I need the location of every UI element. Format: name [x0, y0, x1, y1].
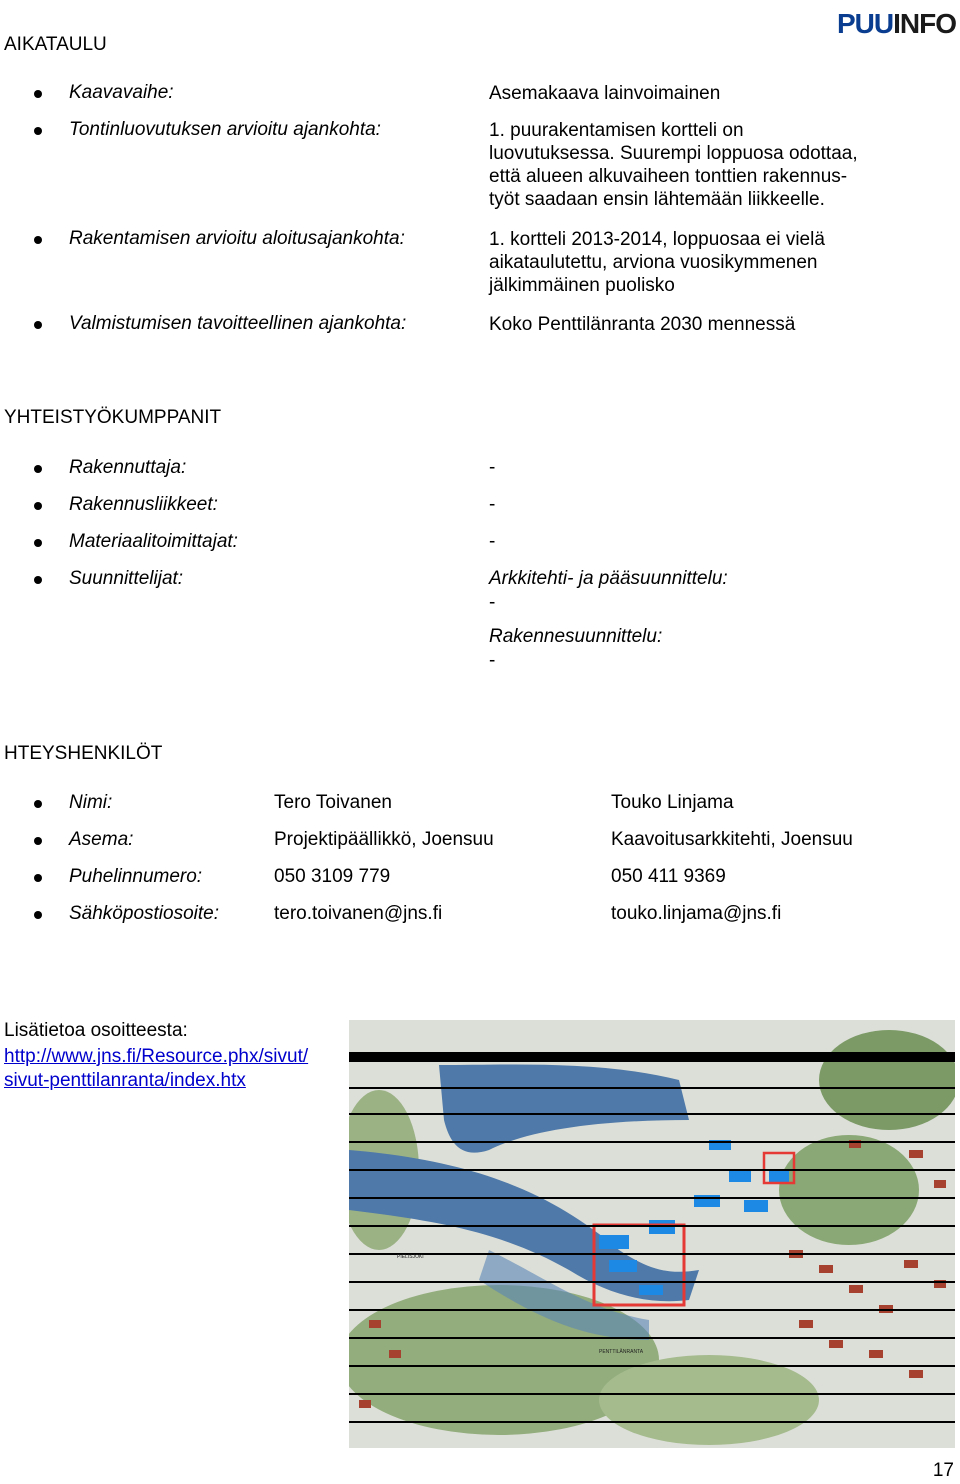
label-asema: Asema:	[69, 829, 134, 850]
bullet	[34, 837, 42, 845]
label-valmistuminen: Valmistumisen tavoitteellinen ajankohta:	[69, 313, 407, 334]
bullet	[34, 502, 42, 510]
label-suunnittelijat: Suunnittelijat:	[69, 568, 184, 589]
bullet	[34, 127, 42, 135]
logo-puu: PUU	[836, 8, 894, 39]
label-rakennusliikkeet: Rakennusliikkeet:	[69, 494, 218, 515]
contact-b-sahkoposti[interactable]: touko.linjama@jns.fi	[611, 903, 782, 924]
label-rakennuttaja: Rakennuttaja:	[69, 457, 187, 478]
label-aloitusajankohta: Rakentamisen arvioitu aloitusajankohta:	[69, 228, 405, 249]
contact-b-nimi: Touko Linjama	[611, 792, 734, 813]
bullet	[34, 465, 42, 473]
map-label-area: PENTTILÄNRANTA	[599, 1349, 644, 1355]
contact-a-asema: Projektipäällikkö, Joensuu	[274, 829, 494, 850]
label-kaavavaihe: Kaavavaihe:	[69, 82, 174, 103]
section-title-yhteistyokumppanit: YHTEISTYÖKUMPPANIT	[4, 407, 222, 428]
area-plan-map	[349, 1020, 955, 1448]
value-tontinluovutus: 1. puurakentamisen kortteli on luovutuksessa. Suurempi loppuosa odottaa, että alueen alkuvaiheen tonttien rakennus- työt saadaan ensin lähtemään liikkeelle.	[489, 120, 858, 210]
bullet	[34, 911, 42, 919]
bullet	[34, 800, 42, 808]
contact-b-puhelin: 050 411 9369	[611, 866, 726, 887]
value-rakennuttaja: -	[489, 457, 496, 478]
value-valmistuminen: Koko Penttilänranta 2030 mennessä	[489, 314, 796, 335]
more-info-link-line1[interactable]: http://www.jns.fi/Resource.phx/sivut/	[4, 1046, 309, 1067]
value-kaavavaihe: Asemakaava lainvoimainen	[489, 83, 721, 104]
more-info-link-line2[interactable]: sivut-penttilanranta/index.htx	[4, 1070, 246, 1091]
logo-info: INFO	[893, 8, 956, 39]
label-sahkoposti: Sähköpostiosoite:	[69, 903, 219, 924]
designer-rakenne-value: -	[489, 650, 496, 671]
designer-arkkitehti-heading: Arkkitehti- ja pääsuunnittelu:	[489, 568, 728, 589]
bullet	[34, 576, 42, 584]
map-label-river: PIELISJOKI	[397, 1254, 424, 1260]
contact-a-nimi: Tero Toivanen	[274, 792, 392, 813]
more-info-heading: Lisätietoa osoitteesta:	[4, 1020, 188, 1041]
value-aloitusajankohta: 1. kortteli 2013-2014, loppuosaa ei vielä aikataulutettu, arviona vuosikymmenen jälkimmäinen puolisko	[489, 229, 825, 296]
label-materiaalitoimittajat: Materiaalitoimittajat:	[69, 531, 238, 552]
designer-rakenne-heading: Rakennesuunnittelu:	[489, 626, 663, 647]
bullet	[34, 321, 42, 329]
label-puhelinnumero: Puhelinnumero:	[69, 866, 203, 887]
label-nimi: Nimi:	[69, 792, 113, 813]
bullet	[34, 236, 42, 244]
map-drawing	[349, 1020, 955, 1448]
bullet	[34, 539, 42, 547]
section-title-aikataulu: AIKATAULU	[4, 34, 107, 55]
section-title-yhteyshenkilot: HTEYSHENKILÖT	[4, 743, 163, 764]
contact-b-asema: Kaavoitusarkkitehti, Joensuu	[611, 829, 853, 850]
contact-a-sahkoposti[interactable]: tero.toivanen@jns.fi	[274, 903, 443, 924]
bullet	[34, 90, 42, 98]
designer-arkkitehti-value: -	[489, 592, 496, 613]
contact-a-puhelin: 050 3109 779	[274, 866, 391, 887]
page-number: 17	[932, 1460, 954, 1481]
value-materiaalitoimittajat: -	[489, 531, 496, 552]
bullet	[34, 874, 42, 882]
label-tontinluovutus: Tontinluovutuksen arvioitu ajankohta:	[69, 119, 381, 140]
value-rakennusliikkeet: -	[489, 494, 496, 515]
puuinfo-logo	[837, 8, 956, 40]
